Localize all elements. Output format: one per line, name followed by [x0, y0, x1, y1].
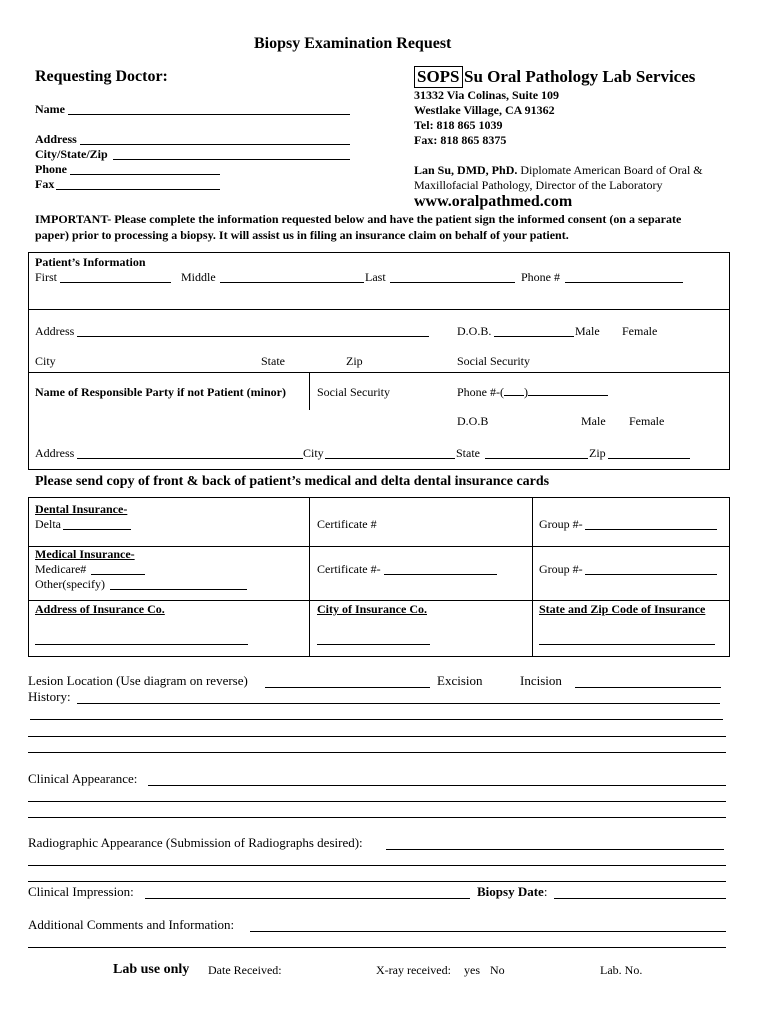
clinical-impression-label: Clinical Impression: — [28, 884, 134, 899]
doctor-name-label: Name — [35, 102, 65, 116]
additional-comments-label: Additional Comments and Information: — [28, 917, 235, 932]
date-received-label: Date Received: — [208, 963, 282, 977]
history-label: History: — [28, 689, 71, 704]
first-label: First — [35, 270, 58, 284]
responsible-address-field[interactable] — [77, 458, 303, 459]
lab-address-2: Westlake Village, CA 91362 — [414, 103, 555, 117]
patient-divider-2 — [28, 372, 730, 373]
xray-no-option[interactable]: No — [490, 963, 505, 977]
patient-state-label: State — [261, 354, 285, 368]
important-line-2: paper) prior to processing a biopsy. It will assist us in filing an insurance claim on behalf of your patient. — [35, 228, 569, 242]
doctor-phone-label: Phone — [35, 162, 68, 176]
director-line-1 — [414, 163, 703, 178]
patient-ss-label: Social Security — [457, 354, 530, 368]
medical-group-field[interactable] — [585, 574, 717, 575]
patient-divider-1 — [28, 309, 730, 310]
dental-insurance-heading: Dental Insurance- — [35, 502, 128, 516]
responsible-heading: Name of Responsible Party if not Patient (minor) — [35, 385, 286, 399]
biopsy-date-field[interactable] — [554, 898, 726, 899]
insurance-city-label: City of Insurance Co. — [317, 602, 427, 616]
responsible-phone-close: ) — [524, 385, 528, 399]
insurance-box — [28, 497, 730, 657]
history-field-4[interactable] — [28, 752, 726, 753]
incision-option[interactable]: Incision — [520, 673, 562, 688]
radiographic-field-3[interactable] — [28, 881, 726, 882]
doctor-city-field[interactable] — [113, 159, 350, 160]
responsible-zip-label: Zip — [589, 446, 606, 460]
clinical-appearance-field-2[interactable] — [28, 801, 726, 802]
female-option[interactable]: Female — [622, 324, 658, 338]
dob-label: D.O.B. — [457, 324, 492, 338]
last-label: Last — [365, 270, 386, 284]
doctor-fax-field[interactable] — [56, 189, 220, 190]
responsible-city-label: City — [303, 446, 324, 460]
responsible-dob-label: D.O.B — [457, 414, 489, 428]
patient-phone-label: Phone # — [521, 270, 560, 284]
clinical-appearance-field-3[interactable] — [28, 817, 726, 818]
insurance-state-zip-label: State and Zip Code of Insurance — [539, 602, 706, 616]
patient-phone-field[interactable] — [565, 282, 683, 283]
lab-address-1: 31332 Via Colinas, Suite 109 — [414, 88, 560, 102]
medical-group-label: Group #- — [539, 562, 583, 576]
responsible-state-label: State — [456, 446, 480, 460]
lab-use-heading: Lab use only — [113, 962, 190, 977]
director-desc-2: Maxillofacial Pathology, Director of the Laboratory — [414, 178, 663, 192]
responsible-female-option[interactable]: Female — [629, 414, 665, 428]
patient-zip-label: Zip — [346, 354, 363, 368]
dental-group-field[interactable] — [585, 529, 717, 530]
patient-city-label: City — [35, 354, 56, 368]
patient-address-field[interactable] — [77, 336, 429, 337]
responsible-address-label: Address — [35, 446, 75, 460]
male-option[interactable]: Male — [575, 324, 600, 338]
responsible-divider — [309, 372, 310, 410]
xray-yes-option[interactable]: yes — [464, 963, 480, 977]
middle-label: Middle — [181, 270, 216, 284]
radiographic-label: Radiographic Appearance (Submission of Radiographs desired): — [28, 835, 363, 850]
doctor-name-field[interactable] — [68, 114, 350, 115]
doctor-fax-label: Fax — [35, 177, 55, 191]
clinical-appearance-label: Clinical Appearance: — [28, 771, 138, 786]
lesion-location-label: Lesion Location (Use diagram on reverse) — [28, 673, 248, 688]
responsible-city-field[interactable] — [325, 458, 455, 459]
page-title: Biopsy Examination Request — [254, 35, 452, 52]
excision-option[interactable]: Excision — [437, 673, 483, 688]
responsible-male-option[interactable]: Male — [581, 414, 606, 428]
responsible-phone-field[interactable] — [528, 385, 608, 396]
insurance-state-zip-field[interactable] — [539, 644, 715, 645]
lab-fax: Fax: 818 865 8375 — [414, 133, 507, 147]
additional-comments-field-2[interactable] — [28, 947, 726, 948]
delta-label: Delta — [35, 517, 61, 531]
dob-field[interactable] — [494, 336, 574, 337]
lab-name: Su Oral Pathology Lab Services — [464, 67, 696, 86]
insurance-address-field[interactable] — [35, 644, 248, 645]
biopsy-date-label: Biopsy Date — [477, 884, 544, 899]
insurance-divider-2 — [28, 600, 730, 601]
responsible-zip-field[interactable] — [608, 458, 690, 459]
radiographic-field-2[interactable] — [28, 865, 726, 866]
important-line-1: IMPORTANT- Please complete the information requested below and have the patient sign the informed consent (on a separate — [35, 212, 682, 226]
insurance-city-field[interactable] — [317, 644, 430, 645]
medicare-label: Medicare# — [35, 562, 87, 576]
additional-comments-field-1[interactable] — [250, 931, 726, 932]
dental-certificate-label: Certificate # — [317, 517, 377, 531]
biopsy-date-label-wrap — [477, 884, 547, 900]
patient-heading: Patient’s Information — [35, 255, 146, 269]
dental-group-label: Group #- — [539, 517, 583, 531]
director-name: Lan Su, DMD, PhD. — [414, 163, 518, 177]
clinical-impression-field[interactable] — [145, 898, 470, 899]
history-field-2[interactable] — [30, 719, 723, 720]
other-field[interactable] — [110, 589, 247, 590]
history-field-1[interactable] — [77, 703, 720, 704]
biopsy-date-colon: : — [543, 884, 548, 899]
incision-field[interactable] — [575, 687, 721, 688]
insurance-col-divider-1 — [309, 497, 310, 657]
last-name-field[interactable] — [390, 282, 515, 283]
area-code-field[interactable] — [504, 385, 524, 396]
sops-logo: SOPS — [414, 66, 463, 88]
medical-insurance-heading: Medical Insurance- — [35, 547, 135, 561]
responsible-phone-open: Phone #-( — [457, 385, 504, 399]
website-link[interactable]: www.oralpathmed.com — [414, 193, 573, 210]
insurance-cards-note: Please send copy of front & back of patient’s medical and delta dental insurance cards — [35, 474, 550, 489]
patient-address-label: Address — [35, 324, 75, 338]
delta-field[interactable] — [63, 529, 131, 530]
lesion-location-field[interactable] — [265, 687, 430, 688]
responsible-phone-label — [457, 385, 608, 400]
lab-tel: Tel: 818 865 1039 — [414, 118, 503, 132]
responsible-ss-label: Social Security — [317, 385, 390, 399]
clinical-appearance-field-1[interactable] — [148, 785, 726, 786]
other-label: Other(specify) — [35, 577, 105, 591]
radiographic-field-1[interactable] — [386, 849, 724, 850]
xray-received-label: X-ray received: — [376, 963, 451, 977]
doctor-city-label: City/State/Zip — [35, 147, 108, 161]
doctor-phone-field[interactable] — [70, 174, 220, 175]
doctor-address-label: Address — [35, 132, 77, 146]
history-field-3[interactable] — [28, 736, 726, 737]
medical-certificate-label: Certificate #- — [317, 562, 381, 576]
medicare-field[interactable] — [91, 574, 145, 575]
doctor-address-field[interactable] — [80, 144, 350, 145]
responsible-state-field[interactable] — [485, 458, 588, 459]
medical-certificate-field[interactable] — [384, 574, 497, 575]
insurance-col-divider-2 — [532, 497, 533, 657]
insurance-address-label: Address of Insurance Co. — [35, 602, 165, 616]
director-desc-1: Diplomate American Board of Oral & — [520, 163, 703, 177]
first-name-field[interactable] — [60, 282, 171, 283]
middle-name-field[interactable] — [220, 282, 364, 283]
lab-number-label: Lab. No. — [600, 963, 643, 977]
requesting-doctor-heading: Requesting Doctor: — [35, 68, 168, 85]
